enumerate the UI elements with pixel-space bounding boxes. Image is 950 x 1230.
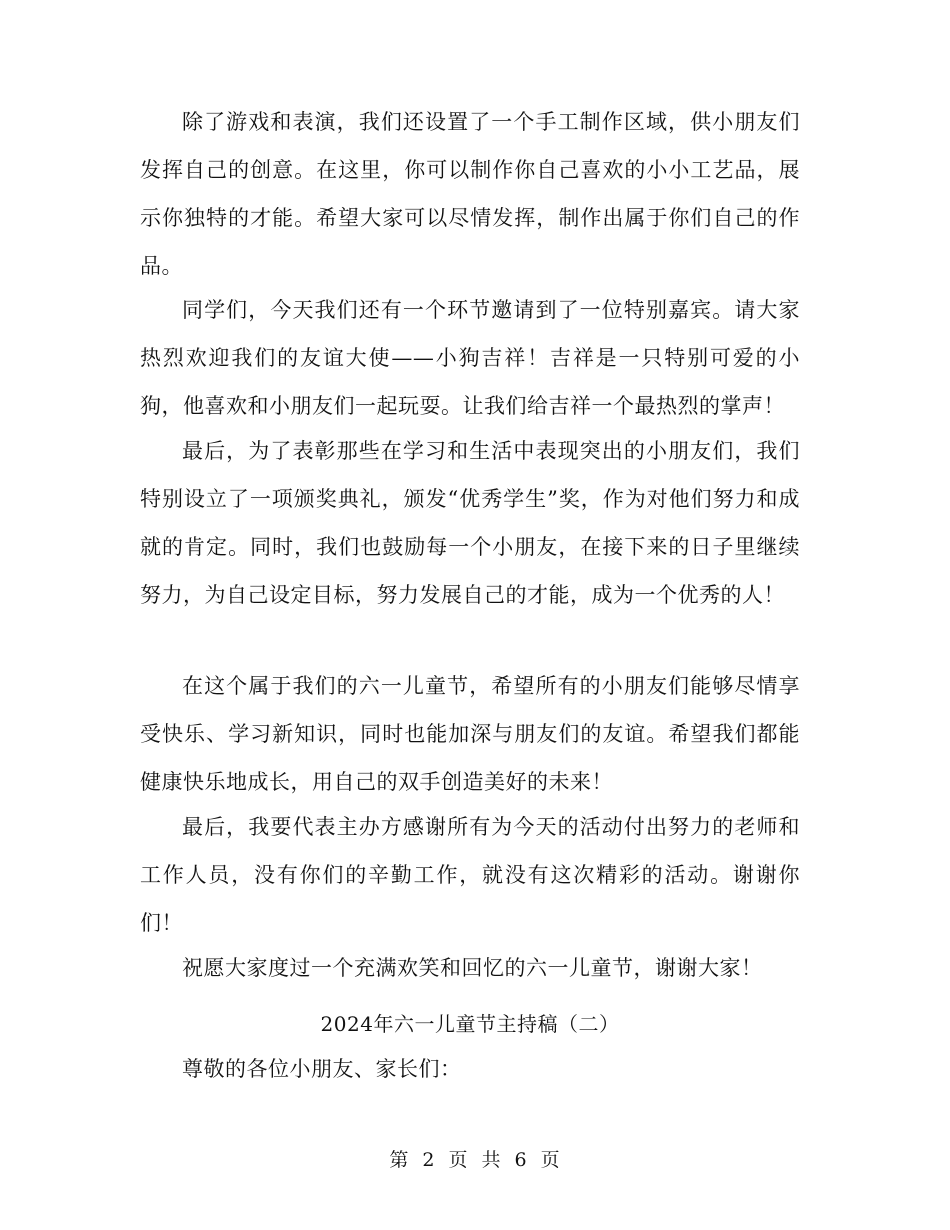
paragraph-wishes: 在这个属于我们的六一儿童节，希望所有的小朋友们能够尽情享受快乐、学习新知识，同时也能加深与朋友们的友谊。希望我们都能健康快乐地成长，用自己的双手创造美好的未来！ — [140, 674, 800, 794]
paragraph-special-guest: 同学们，今天我们还有一个环节邀请到了一位特别嘉宾。请大家热烈欢迎我们的友谊大使——小狗吉祥！吉祥是一只特别可爱的小狗，他喜欢和小朋友们一起玩耍。让我们给吉祥一个最热烈的掌声！ — [140, 298, 800, 418]
page-number-footer: 第 2 页 共 6 页 — [389, 1149, 561, 1171]
paragraph-closing: 祝愿大家度过一个充满欢笑和回忆的六一儿童节，谢谢大家！ — [182, 956, 763, 980]
section-heading: 2024年六一儿童节主持稿（二） — [320, 1012, 620, 1036]
paragraph-thanks: 最后，我要代表主办方感谢所有为今天的活动付出努力的老师和工作人员，没有你们的辛勤工作，就没有这次精彩的活动。谢谢你们！ — [140, 815, 800, 935]
greeting-line: 尊敬的各位小朋友、家长们： — [182, 1057, 462, 1081]
paragraph-award-ceremony: 最后，为了表彰那些在学习和生活中表现突出的小朋友们，我们特别设立了一项颁奖典礼，颁发“优秀学生”奖，作为对他们努力和成就的肯定。同时，我们也鼓励每一个小朋友，在接下来的日子里继续努力，为自己设定目标，努力发展自己的才能，成为一个优秀的人！ — [140, 439, 800, 607]
paragraph-handicraft: 除了游戏和表演，我们还设置了一个手工制作区域，供小朋友们发挥自己的创意。在这里，你可以制作你自己喜欢的小小工艺品，展示你独特的才能。希望大家可以尽情发挥，制作出属于你们自己的作品。 — [140, 110, 800, 278]
